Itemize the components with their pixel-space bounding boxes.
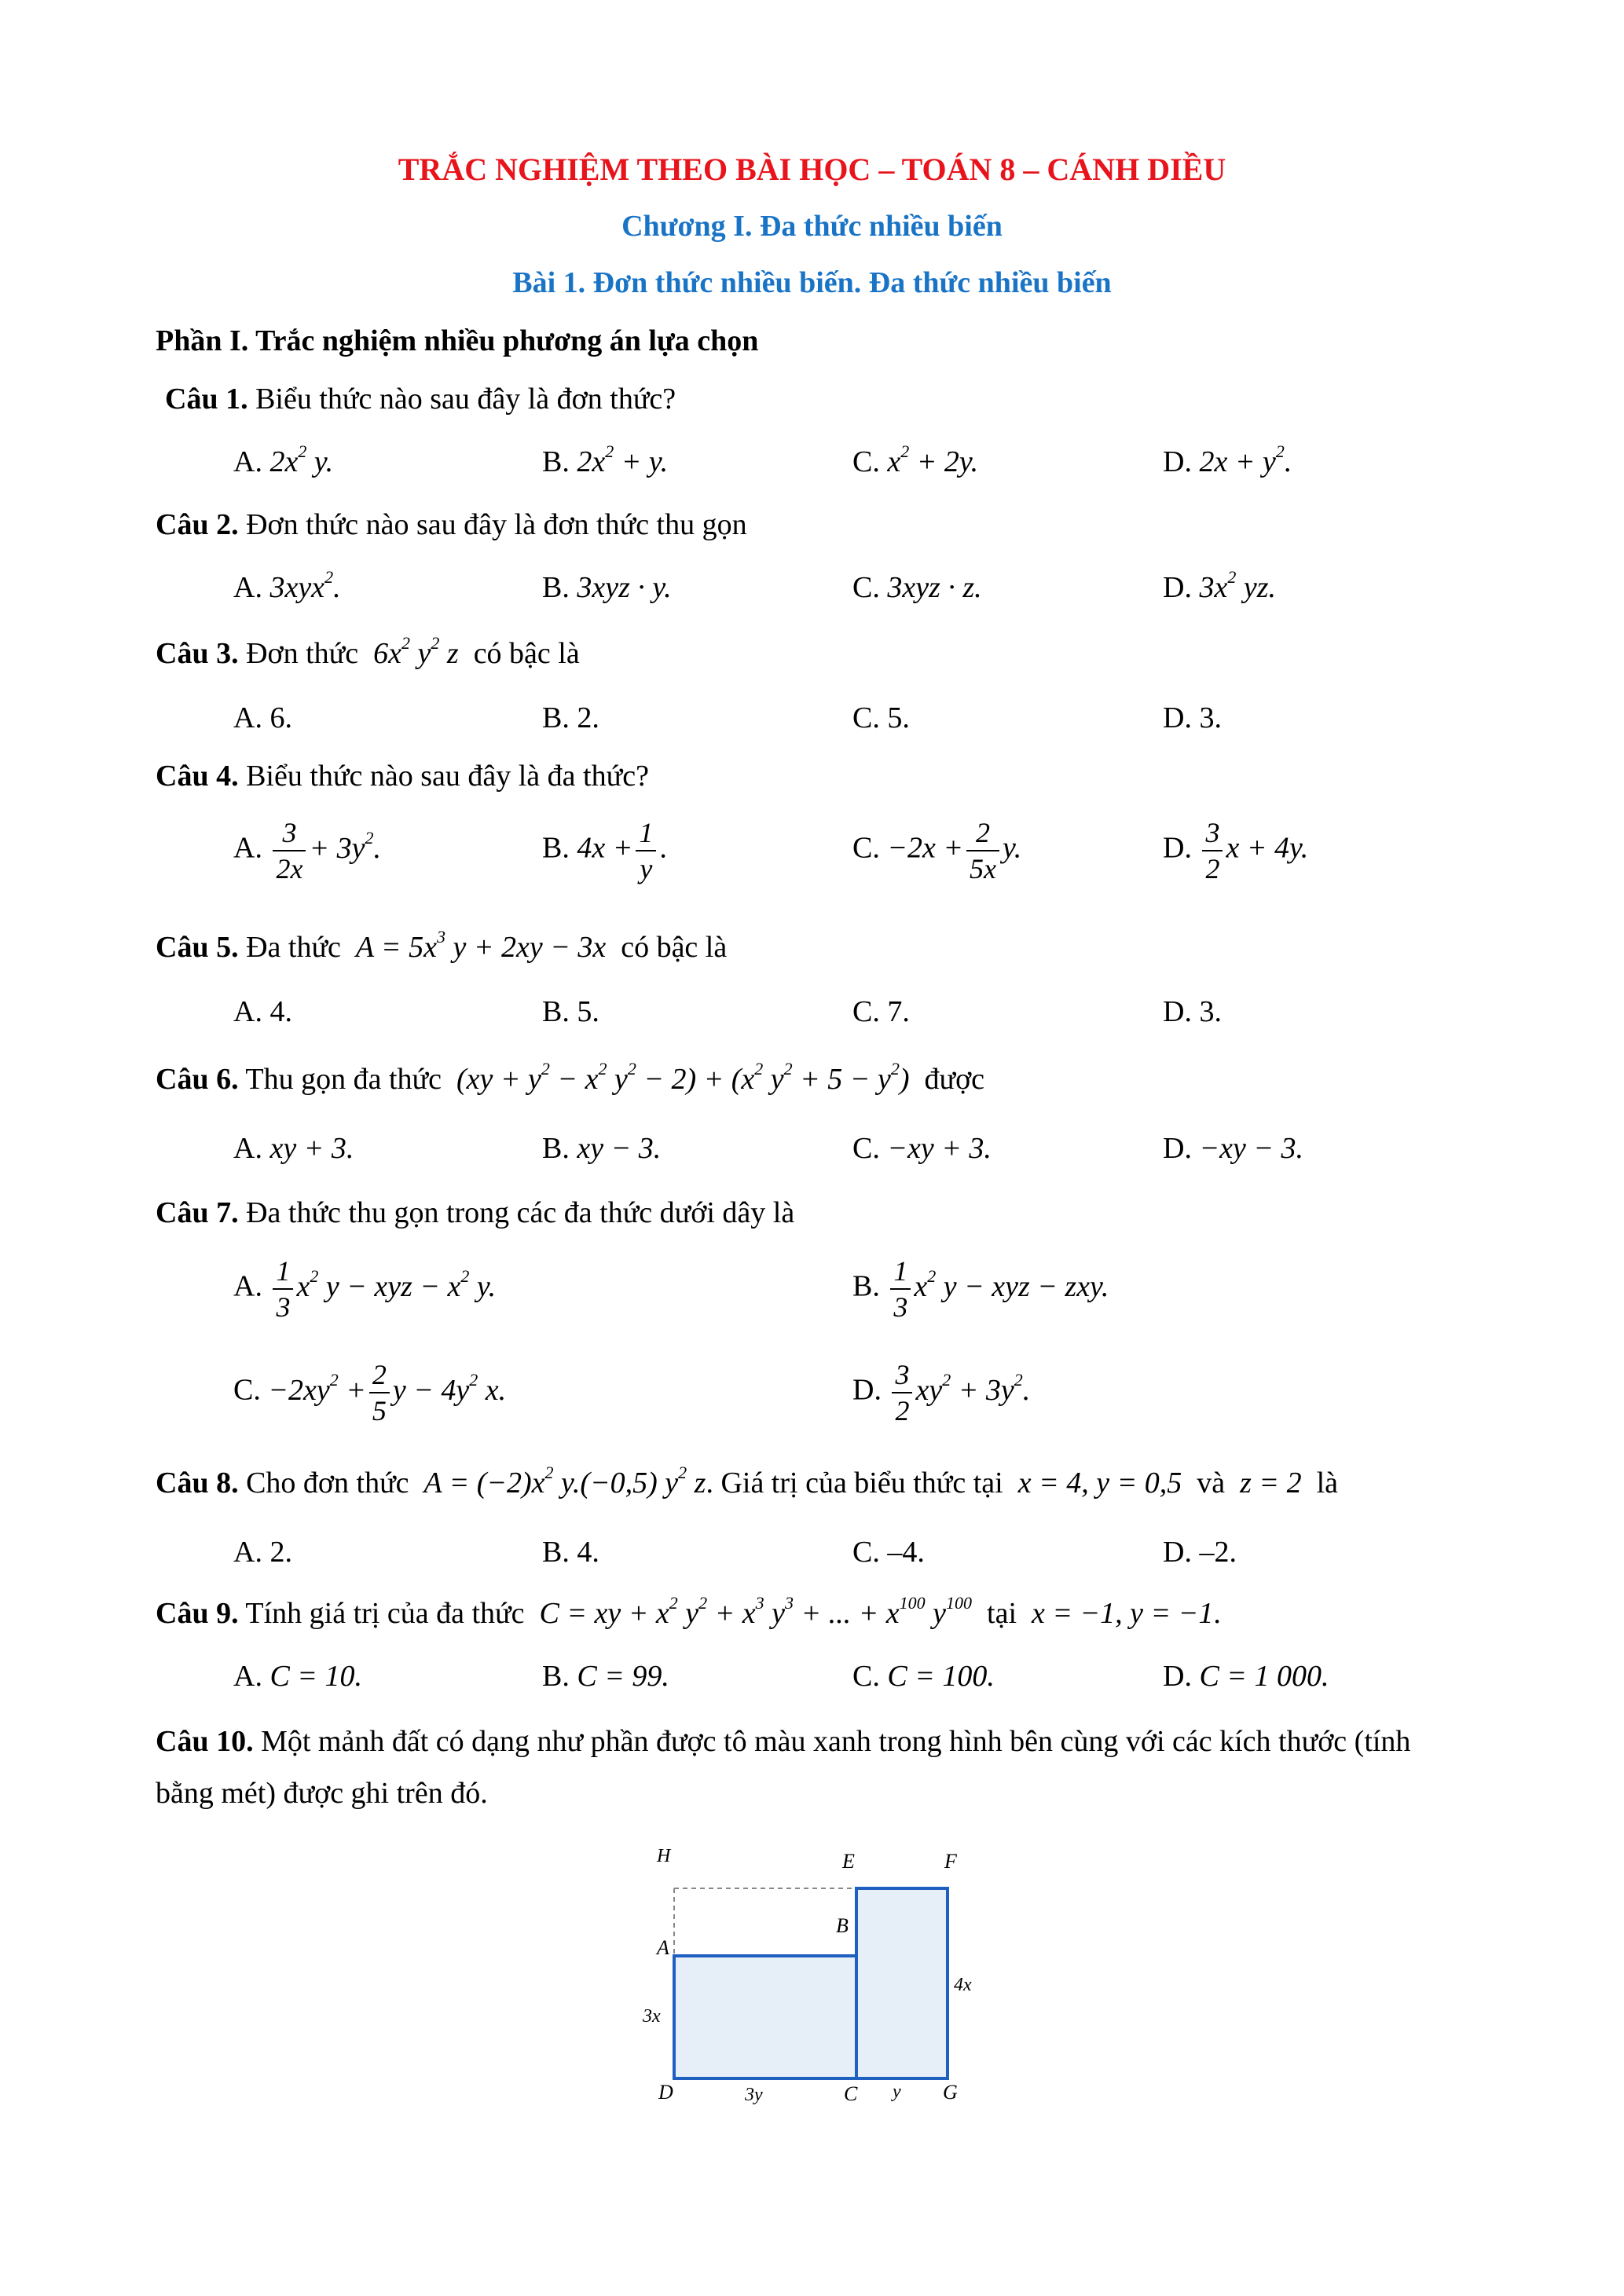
- rect-ABCD: [674, 1956, 856, 2078]
- q5-option-a[interactable]: A. 4.: [233, 995, 292, 1028]
- q9-option-d[interactable]: D. C = 1 000.: [1163, 1660, 1329, 1693]
- question-1: [165, 382, 676, 416]
- label-G: G: [943, 2081, 958, 2104]
- question-2: Câu 2. Đơn thức nào sau đây là đơn thức thu gọn: [156, 508, 747, 541]
- label-A: A: [657, 1936, 669, 1959]
- q8-option-a[interactable]: A. 2.: [233, 1536, 292, 1569]
- question-9: Câu 9. Tính giá trị của đa thức C = xy + $x^2$ $y^2 + x^3$ $y^3$ + ... + $x^{100}$ $y^{100}$ tại x = −1, y = −1.: [156, 1593, 1221, 1630]
- question-text: Đơn thức nào sau đây là đơn thức thu gọn: [246, 508, 747, 541]
- chapter-heading: Chương I. Đa thức nhiều biến: [621, 210, 1003, 243]
- label-F: F: [944, 1850, 957, 1873]
- document-title: TRẮC NGHIỆM THEO BÀI HỌC – TOÁN 8 – CÁNH DIỀU: [398, 152, 1226, 187]
- q4-option-a[interactable]: A. $\frac{3}{2x}$ + $3y^2$.: [233, 817, 381, 884]
- q7-option-b[interactable]: B. $\frac{1}{3}$ $x^2$ y − xyz − zxy.: [852, 1255, 1109, 1323]
- q8-option-c[interactable]: C. –4.: [852, 1536, 925, 1569]
- q4-option-c[interactable]: C. −2x + $\frac{2}{5x}$ y.: [852, 817, 1022, 884]
- q3-option-a[interactable]: A. 6.: [233, 701, 292, 734]
- q5-option-d[interactable]: D. 3.: [1163, 995, 1222, 1028]
- q4-option-b[interactable]: B. 4x + $\frac{1}{y}$ .: [542, 817, 667, 884]
- q3-option-d[interactable]: D. 3.: [1163, 701, 1222, 734]
- q7-option-d[interactable]: D. $\frac{3}{2}$ $xy^2 + 3y^2$.: [852, 1359, 1031, 1426]
- q3-option-c[interactable]: C. 5.: [852, 701, 910, 734]
- part-heading: Phần I. Trắc nghiệm nhiều phương án lựa chọn: [156, 324, 759, 357]
- q2-option-a[interactable]: A. 3xyx$^2$.: [233, 567, 341, 604]
- q1-option-a[interactable]: A. $2x^2$ y.: [233, 441, 334, 478]
- q6-option-d[interactable]: D. −xy − 3.: [1163, 1132, 1303, 1165]
- q2-option-d[interactable]: D. $3x^2$ yz.: [1163, 567, 1276, 604]
- land-figure: [629, 1838, 1006, 2105]
- label-C: C: [844, 2082, 858, 2105]
- q2-option-b[interactable]: B. 3xyz · y.: [542, 571, 672, 604]
- question-label: Câu 1.: [165, 383, 248, 416]
- question-7: Câu 7. Đa thức thu gọn trong các đa thức dưới dây là: [156, 1196, 795, 1229]
- q8-option-b[interactable]: B. 4.: [542, 1536, 599, 1569]
- question-4: Câu 4. Biểu thức nào sau đây là đa thức?: [156, 760, 649, 793]
- rect-EFGC: [856, 1888, 948, 2078]
- lesson-heading: Bài 1. Đơn thức nhiều biến. Đa thức nhiều biến: [512, 266, 1112, 299]
- question-10: Câu 10. Một mảnh đất có dạng như phần được tô màu xanh trong hình bên cùng với các kích thước (tính bằng mét) được ghi trên đó.: [156, 1725, 1411, 1810]
- question-6: Câu 6. Thu gọn đa thức ($xy + y^2 - x^2$ $y^2 - 2) + (x^2$ $y^2 + 5 - y^2$) được: [156, 1059, 985, 1096]
- dim-4x: 4x: [954, 1975, 972, 1995]
- question-5: Câu 5. Đa thức $A = 5x^3$ y + 2xy − 3x có bậc là: [156, 927, 728, 964]
- q5-option-c[interactable]: C. 7.: [852, 995, 910, 1028]
- q6-option-c[interactable]: C. −xy + 3.: [852, 1132, 992, 1165]
- q5-option-b[interactable]: B. 5.: [542, 995, 599, 1028]
- q7-option-c[interactable]: C. $-2xy^2$ + $\frac{2}{5}$ $y - 4y^2$ x.: [233, 1359, 507, 1426]
- dim-3x: 3x: [643, 2006, 661, 2027]
- q9-option-b[interactable]: B. C = 99.: [542, 1660, 669, 1693]
- q2-option-c[interactable]: C. 3xyz · z.: [852, 571, 982, 604]
- q7-option-a[interactable]: A. $\frac{1}{3}$ $x^2$ y − xyz − $x^2$ y.: [233, 1255, 497, 1323]
- label-H: H: [657, 1846, 671, 1866]
- question-8: Câu 8. Cho đơn thức $A = (-2)x^2$ y.(−0,5) $y^2$ z. Giá trị của biểu thức tại x = 4, y = 0,5 và z = 2 là: [156, 1463, 1339, 1500]
- q9-option-a[interactable]: A. C = 10.: [233, 1660, 362, 1693]
- dim-y: y: [893, 2082, 901, 2102]
- q1-option-b[interactable]: B. $2x^2 + y$.: [542, 441, 669, 478]
- q1-option-c[interactable]: C. $x^2 + 2y$.: [852, 441, 979, 478]
- label-D: D: [658, 2081, 673, 2104]
- q3-option-b[interactable]: B. 2.: [542, 701, 599, 734]
- question-text: Biểu thức nào sau đây là đơn thức?: [255, 383, 676, 416]
- question-3: Câu 3. Đơn thức $6x^2$ $y^2$ z có bậc là: [156, 633, 580, 670]
- q1-option-d[interactable]: D. $2x + y^2$.: [1163, 441, 1292, 478]
- q6-option-b[interactable]: B. xy − 3.: [542, 1132, 662, 1165]
- label-E: E: [842, 1850, 855, 1873]
- q8-option-d[interactable]: D. –2.: [1163, 1536, 1237, 1569]
- q6-option-a[interactable]: A. xy + 3.: [233, 1132, 354, 1165]
- q4-option-d[interactable]: D. $\frac{3}{2}$ x + 4y.: [1163, 817, 1309, 884]
- q9-option-c[interactable]: C. C = 100.: [852, 1660, 995, 1693]
- label-B: B: [836, 1914, 849, 1937]
- dim-3y: 3y: [745, 2085, 763, 2105]
